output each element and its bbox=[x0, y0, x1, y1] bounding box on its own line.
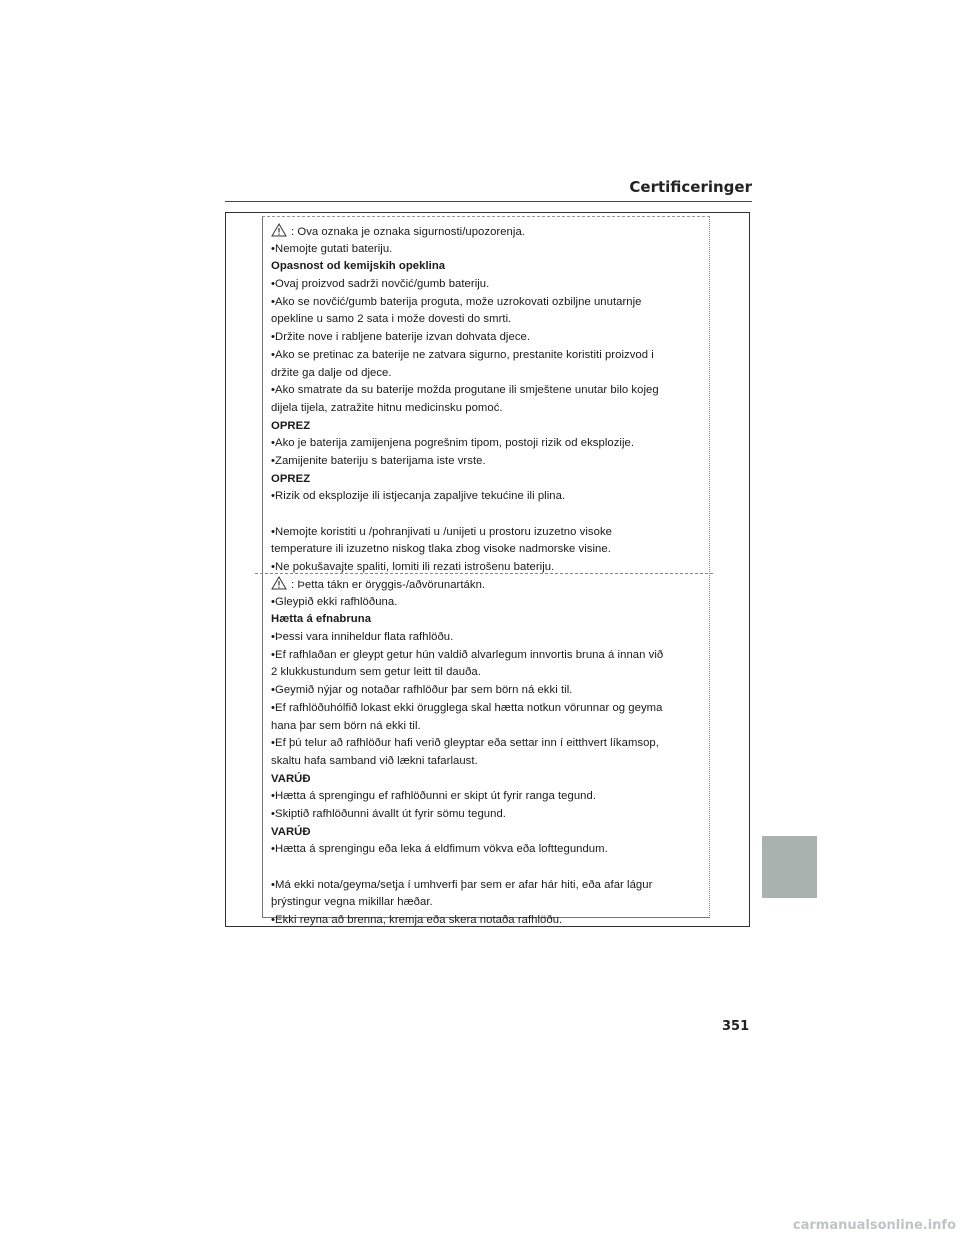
croatian-line: •Nemojte gutati bateriju. bbox=[271, 242, 393, 255]
croatian-line: •Ovaj proizvod sadrži novčić/gumb bateriju. bbox=[271, 278, 490, 291]
icelandic-line: hana þar sem börn ná ekki til. bbox=[271, 719, 421, 732]
icelandic-warning-text: : Þetta tákn er öryggis-/aðvörunartákn. bbox=[291, 579, 486, 591]
croatian-line: •Ako se novčić/gumb baterija proguta, može uzrokovati ozbiljne unutarnje bbox=[271, 295, 642, 308]
icelandic-section bbox=[271, 576, 705, 930]
warning-triangle-icon bbox=[271, 576, 287, 590]
croatian-warning-text: : Ova oznaka je oznaka sigurnosti/upozorenja. bbox=[291, 226, 525, 238]
croatian-line: OPREZ bbox=[271, 472, 311, 485]
chapter-side-tab bbox=[762, 836, 817, 898]
icelandic-line: skaltu hafa samband við lækni tafarlaust. bbox=[271, 754, 478, 767]
scanned-warning-box bbox=[262, 216, 710, 927]
icelandic-line: •Ef þú telur að rafhlöður hafi verið gleyptar eða settar inn í eitthvert líkamsop, bbox=[271, 737, 659, 750]
icelandic-lines bbox=[271, 594, 705, 930]
croatian-line: Opasnost od kemijskih opeklina bbox=[271, 260, 446, 273]
icelandic-line: •Geymið nýjar og notaðar rafhlöður þar sem börn ná ekki til. bbox=[271, 684, 573, 697]
croatian-line bbox=[271, 506, 705, 524]
icelandic-line: VARÚÐ bbox=[271, 825, 311, 838]
section-header-title: Certificeringer bbox=[629, 178, 752, 196]
icelandic-line: •Þessi vara inniheldur flata rafhlöðu. bbox=[271, 631, 454, 644]
header-rule bbox=[225, 201, 752, 202]
icelandic-warning-line bbox=[271, 576, 705, 594]
croatian-line: •Ne pokušavajte spaliti, lomiti ili rezati istrošenu bateriju. bbox=[271, 561, 555, 574]
icelandic-line: Hætta á efnabruna bbox=[271, 613, 372, 626]
icelandic-line: •Ef rafhlaðan er gleypt getur hún valdið alvarlegum innvortis bruna á innan við bbox=[271, 648, 664, 661]
croatian-line: •Držite nove i rabljene baterije izvan dohvata djece. bbox=[271, 331, 531, 344]
croatian-line: držite ga dalje od djece. bbox=[271, 366, 392, 379]
icelandic-line: þrýstingur vegna mikillar hæðar. bbox=[271, 896, 433, 909]
icelandic-line: •Ekki reyna að brenna, kremja eða skera notaða rafhlöðu. bbox=[271, 914, 563, 927]
croatian-line: •Ako se pretinac za baterije ne zatvara sigurno, prestanite koristiti proizvod i bbox=[271, 348, 654, 361]
icelandic-line: •Gleypið ekki rafhlöðuna. bbox=[271, 595, 398, 608]
croatian-line: •Nemojte koristiti u /pohranjivati u /unijeti u prostoru izuzetno visoke bbox=[271, 525, 612, 538]
croatian-line: •Zamijenite bateriju s baterijama iste vrste. bbox=[271, 454, 486, 467]
croatian-line: dijela tijela, zatražite hitnu medicinsku pomoć. bbox=[271, 401, 503, 414]
icelandic-line: •Hætta á sprengingu eða leka á eldfimum vökva eða lofttegundum. bbox=[271, 843, 608, 856]
croatian-line: •Ako smatrate da su baterije možda progutane ili smještene unutar bilo kojeg bbox=[271, 384, 659, 397]
icelandic-line: •Ef rafhlöðuhólfið lokast ekki örugglega skal hætta notkun vörunnar og geyma bbox=[271, 701, 663, 714]
croatian-warning-line bbox=[271, 223, 705, 241]
language-divider bbox=[255, 573, 713, 574]
croatian-line: •Rizik od eksplozije ili istjecanja zapaljive tekućine ili plina. bbox=[271, 490, 566, 503]
icelandic-line: •Hætta á sprengingu ef rafhlöðunni er skipt út fyrir ranga tegund. bbox=[271, 790, 597, 803]
icelandic-line: 2 klukkustundum sem getur leitt til dauða. bbox=[271, 666, 481, 679]
icelandic-line bbox=[271, 859, 705, 877]
croatian-line: OPREZ bbox=[271, 419, 311, 432]
croatian-line: •Ako je baterija zamijenjena pogrešnim tipom, postoji rizik od eksplozije. bbox=[271, 437, 635, 450]
page-number: 351 bbox=[722, 1019, 750, 1034]
croatian-line: temperature ili izuzetno niskog tlaka zbog visoke nadmorske visine. bbox=[271, 543, 611, 556]
croatian-lines bbox=[271, 241, 705, 577]
croatian-line: opekline u samo 2 sata i može dovesti do smrti. bbox=[271, 313, 512, 326]
icelandic-line: •Skiptið rafhlöðunni ávallt út fyrir sömu tegund. bbox=[271, 807, 506, 820]
warning-triangle-icon bbox=[271, 223, 287, 237]
icelandic-line: VARÚÐ bbox=[271, 772, 311, 785]
icelandic-line: •Má ekki nota/geyma/setja í umhverfi þar sem er afar hár hiti, eða afar lágur bbox=[271, 878, 653, 891]
watermark: carmanualsonline.info bbox=[792, 1218, 956, 1233]
croatian-section bbox=[271, 223, 705, 577]
